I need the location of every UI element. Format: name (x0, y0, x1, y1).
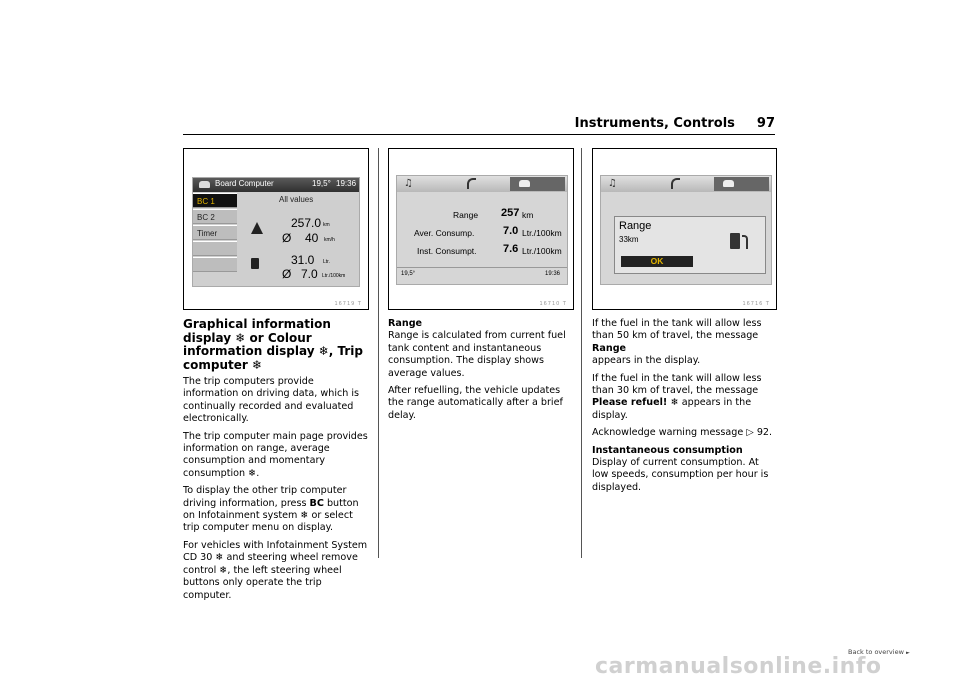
fuel-hose-icon (742, 235, 748, 249)
range-unit: km (323, 222, 330, 228)
phone-icon (671, 178, 680, 189)
paragraph-text: To display the other trip computer driving information, press (183, 485, 347, 509)
range-value: 257.0 (291, 216, 322, 230)
screen-title: Board Computer (215, 179, 274, 188)
paragraph: For vehicles with Infotainment System CD 30 ❄ and steering wheel remove control ❄, the left steering wheel buttons only operate the trip computer. (183, 539, 368, 601)
avg-consumption-unit: Ltr./100km (322, 273, 346, 279)
inst-consumpt-value: 7.6 (503, 243, 519, 255)
paragraph-text: button on Infotainment system ❄ or select trip computer menu on display. (183, 497, 359, 534)
page-reference[interactable]: 92. (756, 427, 773, 439)
paragraph-text: If the fuel in the tank will allow less than 50 km of travel, the message (592, 318, 762, 342)
paragraph: The trip computers provide information on driving data, which is continually recorded and evaluated electronically. (183, 376, 360, 425)
fuel-pump-icon (251, 258, 259, 269)
tab-empty (193, 241, 237, 256)
message-please-refuel: Please refuel! ❄ (592, 397, 679, 409)
screen-time: 19:36 (545, 271, 561, 277)
column-divider-2 (581, 148, 582, 558)
aver-consump-label: Aver. Consump. (414, 228, 475, 238)
text-column-1 (183, 318, 368, 607)
screen-time: 19:36 (336, 179, 357, 188)
page-header (575, 116, 775, 131)
paragraph (592, 427, 778, 439)
inst-consumpt-unit: Ltr./100km (522, 246, 562, 256)
back-arrow-icon: ► (905, 650, 910, 656)
bc-button-label: BC (309, 497, 324, 509)
paragraph (592, 318, 778, 368)
ok-button[interactable]: OK (621, 256, 693, 267)
warning-value: 33km (619, 235, 639, 244)
music-icon: ♫ (404, 178, 413, 189)
inst-consumpt-label: Inst. Consumpt. (417, 246, 477, 256)
warning-popup (614, 216, 766, 274)
fuel-pump-icon (730, 233, 740, 249)
screen-temp: 19,5° (401, 271, 416, 277)
avg-speed-value: 40 (305, 231, 319, 245)
avg-symbol: Ø (282, 267, 292, 281)
paragraph-text: Acknowledge warning message (592, 427, 744, 439)
tab-bc1[interactable]: BC 1 (193, 193, 237, 208)
page-reference-arrow-icon: ▷ (746, 427, 754, 439)
back-to-overview-label: Back to overview (848, 648, 904, 656)
panel-title: All values (279, 195, 314, 204)
avg-symbol: Ø (282, 231, 292, 245)
page-number: 97 (756, 116, 775, 131)
watermark: carmanualsonline.info (595, 654, 882, 679)
screen-title-bar (193, 178, 359, 192)
figure-code: 16710 T (539, 301, 567, 307)
range-screen (396, 175, 568, 285)
range-value: 257 (501, 207, 520, 219)
paragraph: Range is calculated from current fuel tank content and instantaneous consumption. The display shows average values. (388, 330, 566, 379)
subheading-range: Range (388, 318, 423, 329)
column-divider-1 (378, 148, 379, 558)
fuel-unit: Ltr. (323, 259, 330, 265)
music-icon: ♫ (608, 178, 617, 189)
car-icon (199, 181, 210, 188)
phone-icon (467, 178, 476, 189)
avg-consumption-value: 7.0 (301, 267, 318, 281)
figure-code: 16716 T (742, 301, 770, 307)
board-computer-screen (192, 177, 360, 287)
message-range: Range (592, 342, 627, 354)
car-icon (519, 180, 530, 187)
paragraph: The trip computer main page provides information on range, average consumption and momentary consumption ❄. (183, 430, 368, 479)
section-title: Instruments, Controls (574, 116, 735, 131)
screen-tab-bar (601, 176, 771, 192)
figure-range-consumption (388, 148, 574, 310)
avg-speed-unit: km/h (324, 237, 335, 243)
section-heading: Graphical information display ❄ or Colour information display ❄, Trip computer ❄ (183, 317, 364, 372)
tab-empty (193, 257, 237, 272)
car-icon (723, 180, 734, 187)
paragraph (183, 485, 368, 535)
range-label: Range (453, 210, 479, 220)
figure-range-warning (592, 148, 777, 310)
tab-bc2[interactable]: BC 2 (193, 209, 237, 224)
range-unit: km (522, 210, 534, 220)
aver-consump-unit: Ltr./100km (522, 228, 562, 238)
aver-consump-value: 7.0 (503, 225, 519, 237)
text-column-3 (592, 318, 778, 499)
subheading-instantaneous: Instantaneous consumption (592, 444, 743, 456)
status-divider (397, 267, 567, 268)
paragraph: Display of current consumption. At low speeds, consumption per hour is displayed. (592, 457, 769, 493)
paragraph-text: If the fuel in the tank will allow less than 30 km of travel, the message (592, 372, 762, 397)
text-column-2 (388, 318, 574, 427)
warning-title: Range (619, 220, 652, 232)
figure-board-computer (183, 148, 369, 310)
screen-temp: 19,5° (312, 179, 331, 188)
fuel-value: 31.0 (291, 253, 315, 267)
figure-code: 16719 T (334, 301, 362, 307)
road-icon (251, 222, 263, 234)
screen-tab-bar (397, 176, 567, 192)
paragraph: After refuelling, the vehicle updates the range automatically after a brief delay. (388, 385, 563, 421)
header-rule (183, 134, 775, 135)
paragraph-text: appears in the display. (592, 397, 752, 421)
paragraph-text: appears in the display. (592, 355, 701, 367)
paragraph (592, 373, 778, 423)
tab-timer[interactable]: Timer (193, 225, 237, 240)
warning-screen (600, 175, 772, 285)
